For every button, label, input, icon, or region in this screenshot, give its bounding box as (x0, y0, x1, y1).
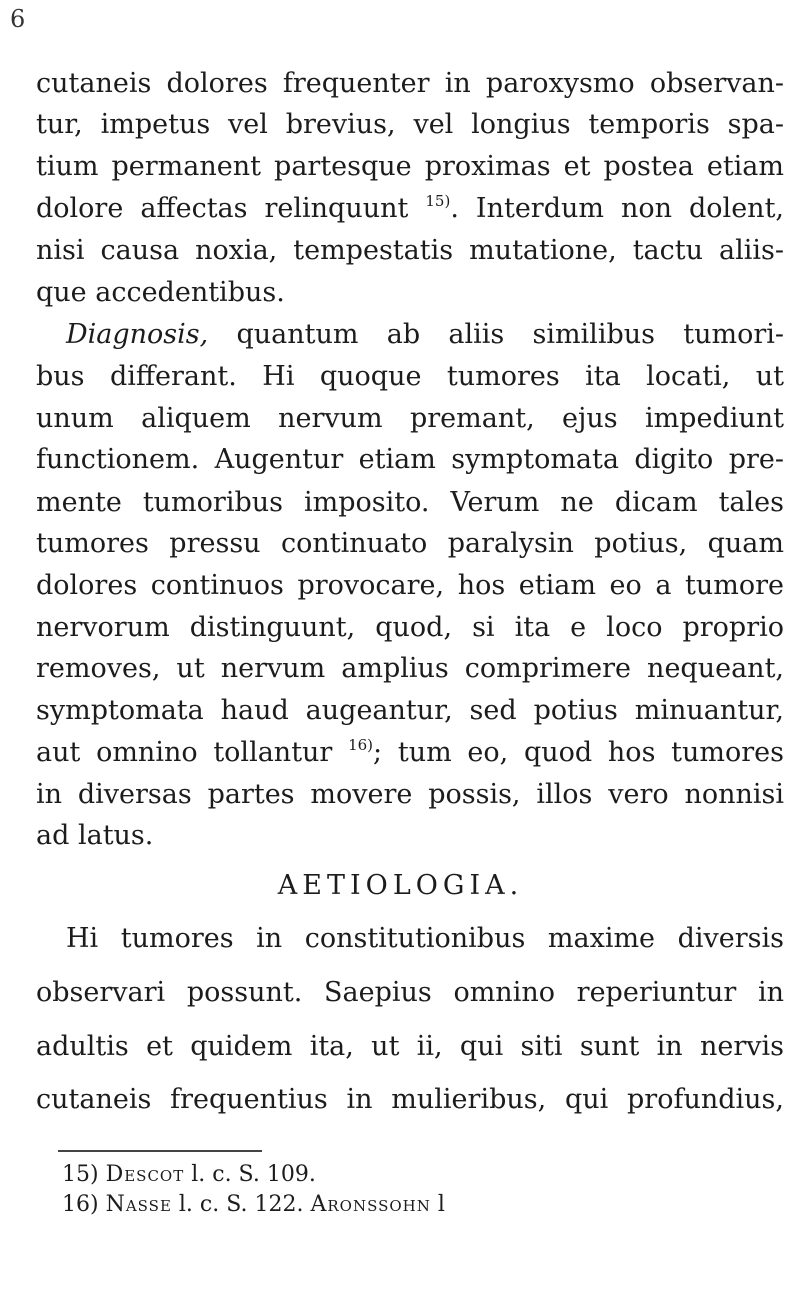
footnote (62, 1160, 316, 1190)
text-line: functionem. Augentur etiam symptomata digito pre- (36, 444, 784, 475)
footnote-rule (58, 1150, 262, 1152)
text-line: nervorum distinguunt, quod, si ita e loco proprio (36, 612, 784, 643)
text-line (66, 317, 784, 353)
text-line: tumores pressu continuato paralysin potius, quam (36, 528, 784, 559)
text-line (36, 191, 784, 227)
footnote-author: Nasse (105, 1192, 172, 1217)
footnote-number: 16) (62, 1192, 99, 1217)
section-heading: AETIOLOGIA. (277, 870, 524, 901)
text-line: que accedentibus. (36, 277, 285, 308)
text-line: bus differant. Hi quoque tumores ita locati, ut (36, 361, 784, 392)
text-fragment: . Interdum non dolent, (450, 193, 784, 224)
italic-term: Diagnosis, (66, 319, 209, 350)
text-line: unum aliquem nervum premant, ejus impediunt (36, 403, 784, 434)
footnote-citation: l. c. S. 122. (171, 1192, 311, 1217)
text-line (36, 735, 784, 771)
footnote-citation: l. c. S. 109. (184, 1162, 316, 1187)
text-line: cutaneis dolores frequenter in paroxysmo observan- (36, 68, 784, 99)
text-fragment: ; tum eo, quod hos tumores (373, 737, 784, 768)
page-number: 6 (10, 5, 26, 33)
text-line: in diversas partes movere possis, illos vero nonnisi (36, 779, 784, 810)
footnote-author: Descot (105, 1162, 185, 1187)
text-line: symptomata haud augeantur, sed potius minuantur, (36, 695, 784, 726)
text-line: removes, ut nervum amplius comprimere nequeant, (36, 653, 784, 684)
footnote-citation: l (430, 1192, 445, 1217)
text-line: ad latus. (36, 820, 154, 851)
footnote-reference: 15) (425, 192, 451, 210)
footnote (62, 1190, 445, 1220)
text-line: dolores continuos provocare, hos etiam eo a tumore (36, 570, 784, 601)
text-line: nisi causa noxia, tempestatis mutatione, tactu aliis- (36, 235, 784, 266)
text-line: tur, impetus vel brevius, vel longius temporis spa- (36, 109, 784, 140)
text-line: Hi tumores in constitutionibus maxime diversis (66, 923, 784, 954)
text-fragment: dolore affectas relinquunt (36, 193, 409, 224)
footnote-number: 15) (62, 1162, 99, 1187)
text-line: tium permanent partesque proximas et postea etiam (36, 151, 784, 182)
footnote-reference: 16) (348, 736, 374, 754)
text-fragment: quantum ab aliis similibus tumori- (208, 319, 784, 350)
text-line: cutaneis frequentius in mulieribus, qui profundius, (36, 1084, 784, 1115)
text-fragment: aut omnino tollantur (36, 737, 333, 768)
text-line: adultis et quidem ita, ut ii, qui siti sunt in nervis (36, 1031, 784, 1062)
text-line: mente tumoribus imposito. Verum ne dicam tales (36, 487, 784, 518)
footnote-author: Aronssohn (310, 1192, 431, 1217)
text-line: observari possunt. Saepius omnino reperiuntur in (36, 977, 784, 1008)
